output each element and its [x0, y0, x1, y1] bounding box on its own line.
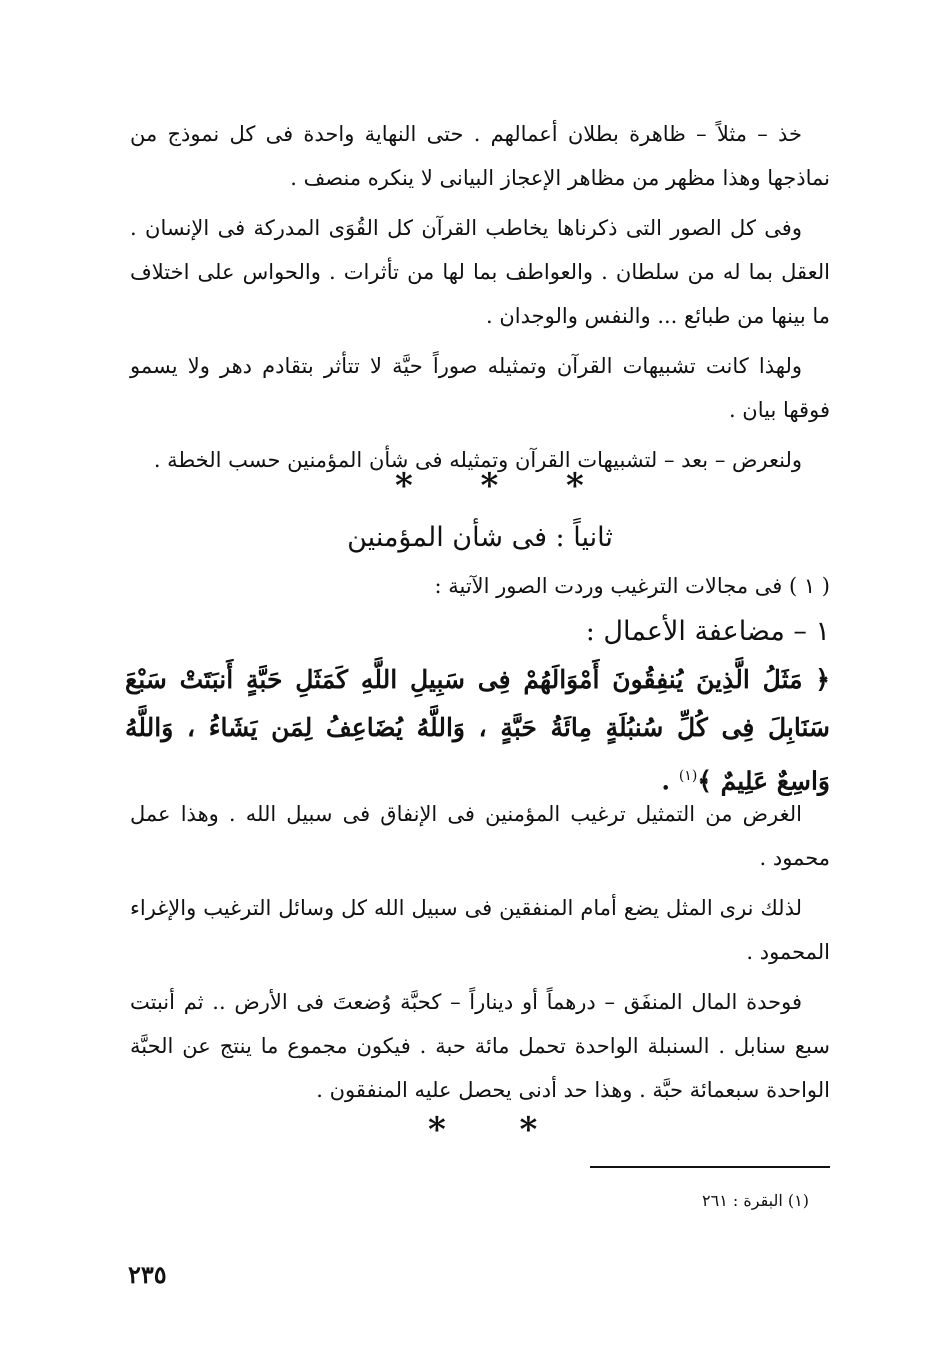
paragraph-6: لذلك نرى المثل يضع أمام المنفقين فى سبيل الله كل وسائل الترغيب والإغراء المحمود . — [130, 896, 830, 964]
paragraph-7: فوحدة المال المنفَق – درهماً أو ديناراً – كحبَّة وُضعتَ فى الأرض .. ثم أنبتت سبع سنابل . السنبلة الواحدة تحمل مائة حبة . فيكون مجموع ما ينتج عن الحبَّة الواحدة سبعمائة حبَّة . وهذا حد أدنى يحصل عليه المنفقون . — [130, 990, 830, 1102]
subheading: ١ – مضاعفة الأعمال : — [585, 616, 830, 647]
intro-line: ( ١ ) فى مجالات الترغيب وردت الصور الآتية : — [434, 574, 830, 598]
page-number: ٢٣٥ — [128, 1260, 167, 1289]
paragraph-3: ولهذا كانت تشبيهات القرآن وتمثيله صوراً حيَّة لا تتأثر بتقادم دهر ولا يسمو فوقها بيان . — [130, 354, 830, 422]
footnote: (١) البقرة : ٢٦١ — [702, 1191, 809, 1210]
section-title: ثانياً : فى شأن المؤمنين — [347, 522, 613, 553]
verse-text: ﴿ مَثَلُ الَّذِينَ يُنفِقُونَ أَمْوَالَهُمْ فِى سَبِيلِ اللَّهِ كَمَثَلِ حَبَّةٍ أَنبَتَتْ سَبْعَ سَنَابِلَ فِى كُلِّ سُنبُلَةٍ مِائَةُ حَبَّةٍ ، وَاللَّهُ يُضَاعِفُ لِمَن يَشَاءُ ، وَاللَّهُ وَاسِعٌ عَلِيمٌ ﴾ — [125, 665, 830, 796]
quran-verse — [125, 656, 830, 805]
bottom-text-block — [130, 792, 830, 1112]
paragraph-2: وفى كل الصور التى ذكرناها يخاطب القرآن كل القُوَى المدركة فى الإنسان . العقل بما له من سلطان . والعواطف بما لها من تأثرات . والحواس على اختلاف ما بينها من طبائع ... والنفس والوجدان . — [130, 216, 830, 328]
star: * — [565, 466, 584, 506]
star: * — [395, 466, 413, 506]
closing-divider-stars — [428, 1110, 537, 1150]
verse-footnote-ref: (١) — [678, 768, 698, 784]
section-divider-stars — [395, 466, 584, 506]
star: * — [428, 1110, 446, 1150]
star: * — [519, 1110, 538, 1150]
paragraph-4: ولنعرض – بعد – لتشبيهات القرآن وتمثيله فى شأن المؤمنين حسب الخطة . — [153, 448, 802, 472]
star: * — [480, 466, 499, 506]
paragraph-5: الغرض من التمثيل ترغيب المؤمنين فى الإنفاق فى سبيل الله . وهذا عمل محمود . — [130, 802, 830, 870]
top-text-block — [130, 112, 830, 482]
footnote-divider — [590, 1166, 830, 1168]
paragraph-1: خذ – مثلاً – ظاهرة بطلان أعمالهم . حتى النهاية واحدة فى كل نموذج من نماذجها وهذا مظهر من مظاهر الإعجاز البيانى لا ينكره منصف . — [130, 122, 830, 190]
verse-end: . — [661, 766, 679, 796]
